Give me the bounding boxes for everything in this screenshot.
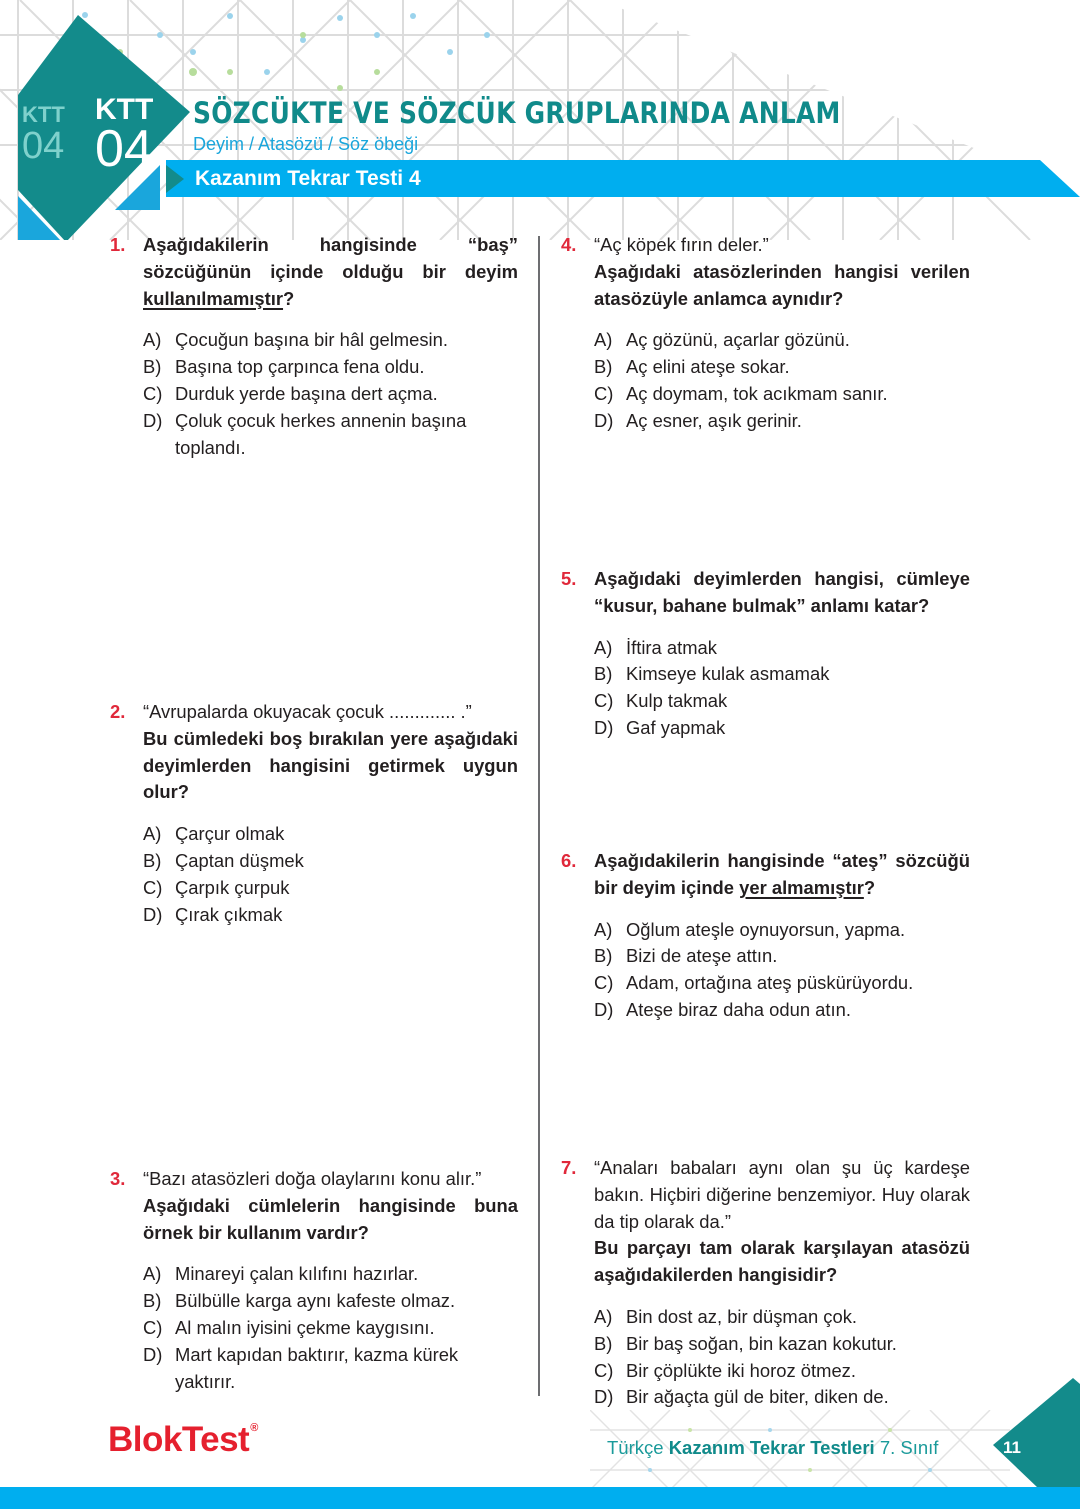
stem-text: Aşağıdakilerin hangisinde “baş” sözcüğünün içinde olduğu bir deyim: [143, 234, 518, 282]
option-text: Ateşe biraz daha odun atın.: [626, 998, 851, 1020]
option-text: Aç esner, aşık gerinir.: [626, 409, 802, 431]
question-number: 1.: [110, 234, 126, 255]
option-letter: D): [143, 409, 163, 431]
option-c[interactable]: [143, 1315, 518, 1342]
option-b[interactable]: [594, 354, 970, 381]
option-letter: A): [594, 636, 613, 658]
option-d[interactable]: [594, 1384, 970, 1411]
option-letter: D): [594, 998, 614, 1020]
option-letter: C): [143, 1316, 163, 1338]
option-letter: B): [594, 356, 613, 378]
page-title: SÖZCÜKTE VE SÖZCÜK GRUPLARINDA ANLAM: [193, 96, 841, 130]
option-b[interactable]: [594, 943, 970, 970]
option-text: Bülbülle karga aynı kafeste olmaz.: [175, 1290, 456, 1312]
question-quote: “Aç köpek fırın deler.”: [594, 234, 769, 255]
option-text: Başına top çarpınca fena oldu.: [175, 356, 425, 378]
option-a[interactable]: [594, 1304, 970, 1331]
option-letter: B): [143, 849, 162, 871]
stem-text: Aşağıdakilerin hangisinde “ateş” sözcüğü bir deyim içinde: [594, 850, 970, 898]
caption-series: Kazanım Tekrar Testleri: [668, 1437, 875, 1458]
question-number: 5.: [561, 568, 577, 589]
option-letter: C): [594, 1359, 614, 1381]
question-number: 6.: [561, 850, 577, 871]
question-stem: Aşağıdaki atasözlerinden hangisi verilen atasözüyle anlamca aynıdır?: [594, 260, 970, 309]
question-7: [561, 1155, 970, 1411]
option-text: Çocuğun başına bir hâl gelmesin.: [175, 329, 448, 351]
option-a[interactable]: [594, 917, 970, 944]
option-text: Mart kapıdan baktırır, kazma kürek yaktırır.: [175, 1343, 459, 1392]
question-quote: “Anaları babaları aynı olan şu üç kardeşe bakın. Hiçbiri diğerine benzemiyor. Huy olarak da tip olarak da.”: [594, 1157, 970, 1232]
option-text: Kimseye kulak asmamak: [626, 663, 830, 685]
option-text: Bir çöplükte iki horoz ötmez.: [626, 1359, 856, 1381]
option-text: Oğlum ateşle oynuyorsun, yapma.: [626, 918, 906, 940]
option-text: Bir ağaçta gül de biter, diken de.: [626, 1386, 889, 1408]
option-text: Aç doymam, tok acıkmam sanır.: [626, 382, 888, 404]
option-letter: B): [594, 945, 613, 967]
option-d[interactable]: [594, 997, 970, 1024]
ktt-label-faded: KTT: [22, 102, 65, 127]
caption-grade: 7. Sınıf: [879, 1437, 939, 1458]
option-text: İftira atmak: [626, 636, 717, 658]
option-letter: A): [594, 918, 613, 940]
option-b[interactable]: [143, 354, 518, 381]
option-d[interactable]: [594, 408, 970, 435]
registered-mark: ®: [250, 1422, 258, 1434]
question-stem: Bu cümledeki boş bırakılan yere aşağıdaki deyimlerden hangisini getirmek uygun olur?: [143, 727, 518, 803]
page-subtitle: Deyim / Atasözü / Söz öbeği: [193, 134, 419, 154]
question-stem: [594, 848, 970, 902]
question-1: [110, 232, 518, 461]
question-number: 4.: [561, 234, 577, 255]
brand-name: BlokTest: [108, 1420, 250, 1459]
option-text: Al malın iyisini çekme kaygısını.: [175, 1316, 435, 1338]
stem-end: ?: [283, 287, 295, 309]
option-a[interactable]: [143, 821, 518, 848]
option-letter: A): [594, 329, 613, 351]
brand-logo: [108, 1420, 258, 1460]
option-d[interactable]: [143, 408, 518, 462]
question-stem: Bu parçayı tam olarak karşılayan atasözü aşağıdakilerden hangisidir?: [594, 1237, 970, 1286]
question-quote: “Bazı atasözleri doğa olaylarını konu alır.”: [143, 1168, 482, 1189]
option-letter: A): [143, 823, 162, 845]
option-letter: A): [143, 329, 162, 351]
page-number: 11: [1003, 1438, 1021, 1457]
option-a[interactable]: [594, 635, 970, 662]
option-text: Çarpık çurpuk: [175, 876, 290, 898]
test-name: Kazanım Tekrar Testi 4: [195, 167, 421, 190]
option-d[interactable]: [143, 902, 518, 929]
page-number-shape: [990, 1378, 1080, 1488]
option-b[interactable]: [594, 661, 970, 688]
stem-underlined: kullanılmamıştır: [143, 287, 284, 309]
option-text: Bizi de ateşe attın.: [626, 945, 778, 967]
option-letter: B): [143, 1290, 162, 1312]
option-d[interactable]: [143, 1342, 518, 1396]
option-c[interactable]: [143, 875, 518, 902]
option-c[interactable]: [594, 1358, 970, 1385]
option-c[interactable]: [594, 970, 970, 997]
option-text: Çaptan düşmek: [175, 849, 304, 871]
question-2: [110, 699, 518, 928]
question-stem: [143, 232, 518, 312]
ktt-label: KTT: [95, 93, 154, 126]
stem-end: ?: [863, 876, 876, 898]
option-letter: D): [143, 903, 163, 925]
option-letter: B): [594, 663, 613, 685]
ktt-number-faded: 04: [22, 125, 65, 167]
question-3: [110, 1166, 518, 1395]
question-quote: “Avrupalarda okuyacak çocuk ............. .”: [143, 701, 472, 722]
option-letter: C): [143, 382, 163, 404]
ktt-badge-shadow: [22, 104, 65, 165]
option-b[interactable]: [594, 1331, 970, 1358]
bottom-bar: [0, 1487, 1080, 1509]
option-text: Çarçur olmak: [175, 823, 285, 845]
option-text: Minareyi çalan kılıfını hazırlar.: [175, 1263, 419, 1285]
option-text: Bir baş soğan, bin kazan kokutur.: [626, 1332, 897, 1354]
option-text: Durduk yerde başına dert açma.: [175, 382, 438, 404]
ktt-badge: [95, 93, 154, 178]
option-text: Çırak çıkmak: [175, 903, 283, 925]
option-text: Çoluk çocuk herkes annenin başına toplandı.: [175, 409, 467, 458]
option-text: Kulp takmak: [626, 690, 728, 712]
option-letter: A): [143, 1263, 162, 1285]
option-text: Adam, ortağına ateş püskürüyordu.: [626, 972, 914, 994]
question-6: [561, 848, 970, 1024]
option-letter: D): [143, 1343, 163, 1365]
question-number: 7.: [561, 1157, 577, 1178]
option-text: Gaf yapmak: [626, 716, 726, 738]
option-letter: C): [594, 690, 614, 712]
option-letter: D): [594, 716, 614, 738]
question-number: 2.: [110, 701, 126, 722]
ktt-number: 04: [95, 120, 153, 178]
option-letter: C): [594, 382, 614, 404]
question-stem: Aşağıdaki cümlelerin hangisinde buna örnek bir kullanım vardır?: [143, 1194, 518, 1243]
option-letter: C): [143, 876, 163, 898]
footer-caption: [607, 1437, 938, 1459]
column-divider: [538, 236, 540, 1396]
option-b[interactable]: [143, 1288, 518, 1315]
option-text: Aç elini ateşe sokar.: [626, 356, 790, 378]
option-c[interactable]: [594, 381, 970, 408]
option-a[interactable]: [594, 327, 970, 354]
question-number: 3.: [110, 1168, 126, 1189]
option-letter: D): [594, 409, 614, 431]
option-letter: C): [594, 972, 614, 994]
option-a[interactable]: [143, 327, 518, 354]
option-text: Bin dost az, bir düşman çok.: [626, 1305, 858, 1327]
stem-underlined: yer almamıştır: [739, 876, 864, 898]
option-b[interactable]: [143, 848, 518, 875]
option-letter: A): [594, 1305, 613, 1327]
caption-subject: Türkçe: [607, 1437, 664, 1458]
option-d[interactable]: [594, 715, 970, 742]
question-5: [561, 566, 970, 742]
option-text: Aç gözünü, açarlar gözünü.: [626, 329, 850, 351]
option-letter: D): [594, 1386, 614, 1408]
question-4: [561, 232, 970, 435]
question-stem: Aşağıdaki deyimlerden hangisi, cümleye “kusur, bahane bulmak” anlamı katar?: [594, 568, 970, 616]
option-c[interactable]: [143, 381, 518, 408]
option-letter: B): [594, 1332, 613, 1354]
option-a[interactable]: [143, 1261, 518, 1288]
option-letter: B): [143, 356, 162, 378]
option-c[interactable]: [594, 688, 970, 715]
